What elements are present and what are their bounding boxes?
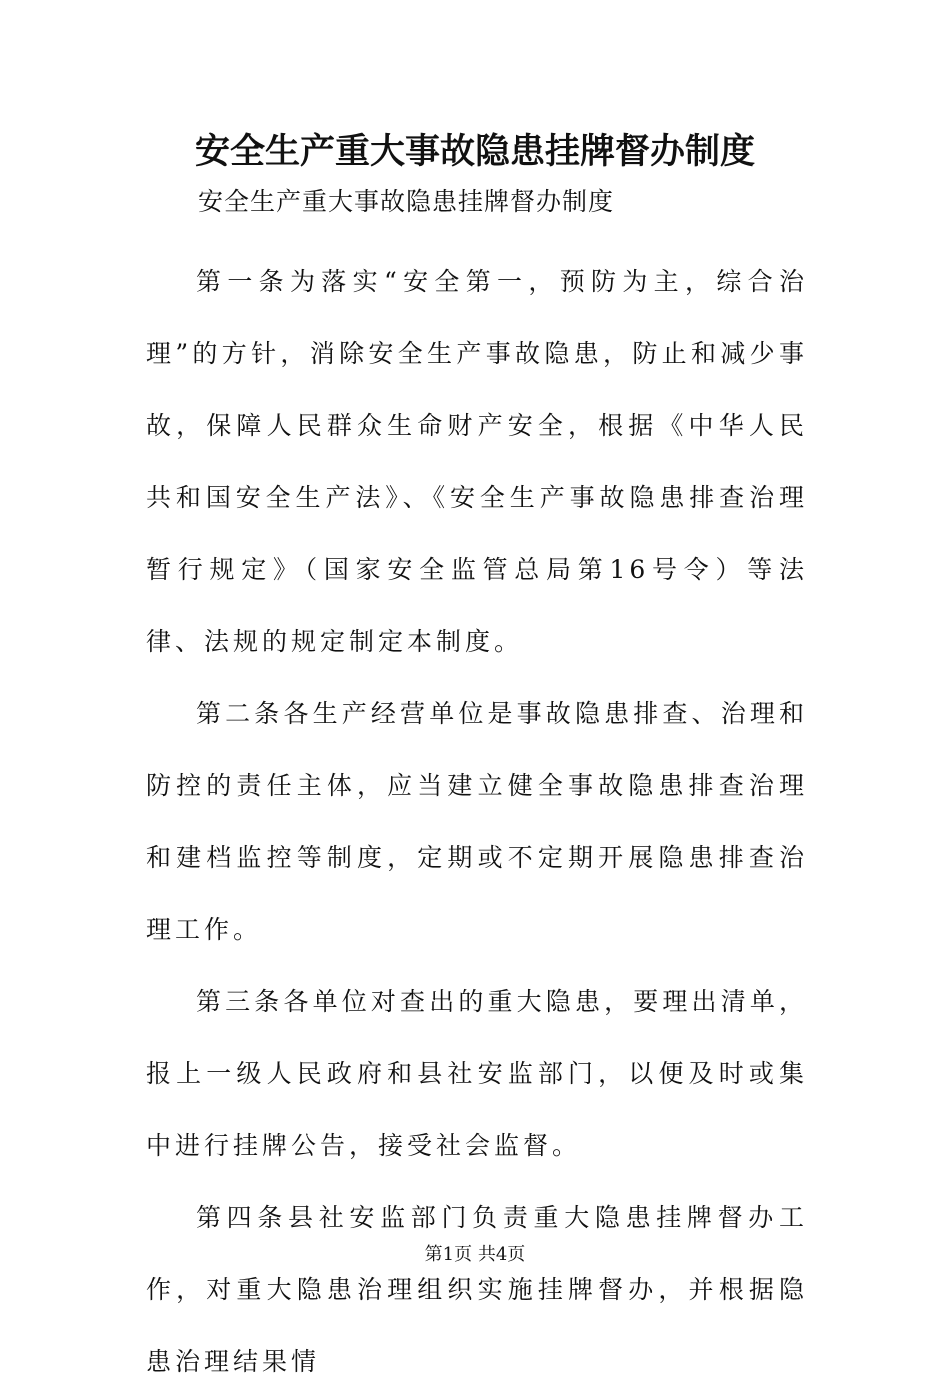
document-body — [146, 246, 808, 1398]
paragraph-article-2: 第二条各生产经营单位是事故隐患排查、治理和防控的责任主体，应当建立健全事故隐患排查治理和建档监控等制度，定期或不定期开展隐患排查治理工作。 — [146, 699, 808, 944]
document-subtitle: 安全生产重大事故隐患挂牌督办制度 — [198, 187, 615, 216]
paragraph-article-1: 第一条为落实“安全第一，预防为主，综合治理”的方针，消除安全生产事故隐患，防止和减少事故，保障人民群众生命财产安全，根据《中华人民共和国安全生产法》、《安全生产事故隐患排查治理暂行规定》（国家安全监管总局第16号令）等法律、法规的规定制定本制度。 — [146, 267, 808, 656]
page-footer: 第1页 共4页 — [424, 1244, 526, 1265]
paragraph-article-3: 第三条各单位对查出的重大隐患，要理出清单，报上一级人民政府和县社安监部门，以便及时或集中进行挂牌公告，接受社会监督。 — [146, 987, 808, 1160]
page-title: 安全生产重大事故隐患挂牌督办制度 — [194, 131, 755, 172]
paragraph-article-4: 第四条县社安监部门负责重大隐患挂牌督办工作，对重大隐患治理组织实施挂牌督办，并根据隐患治理结果情 — [146, 1203, 808, 1376]
